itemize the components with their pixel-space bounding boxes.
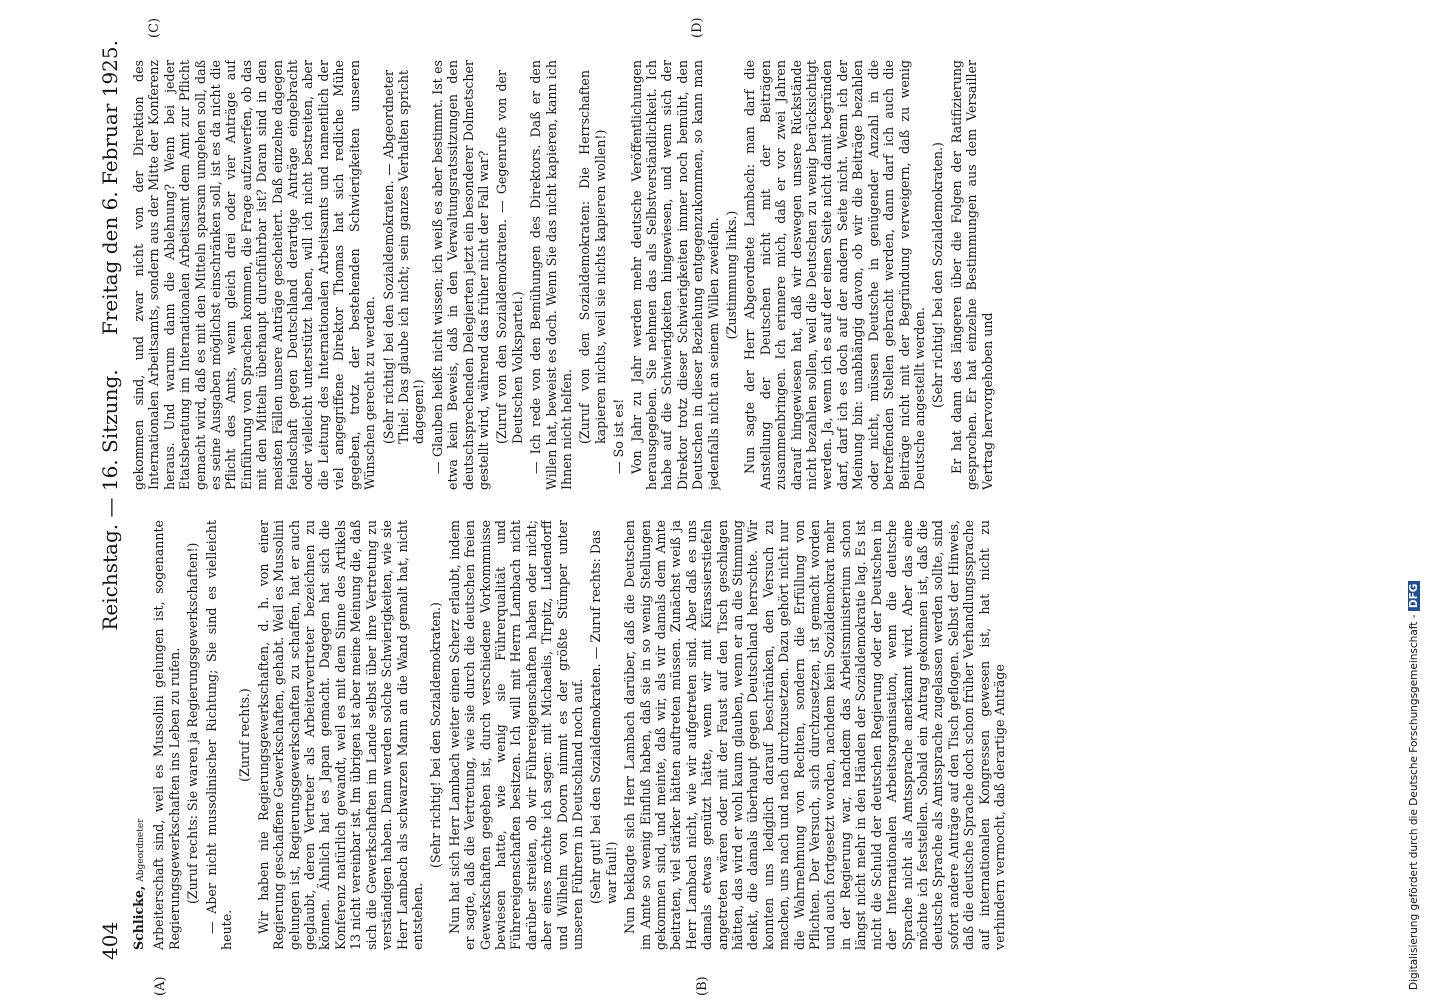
dfg-logo: DFG: [1408, 581, 1420, 612]
interjection: (Sehr richtig! bei den Sozialdemokraten. — Abgeordneter Thiel: Das glaube ich nicht; sein ganzes Verhalten spricht dagegen!): [380, 70, 427, 444]
speaker-role: Abgeordneter: [136, 818, 146, 882]
paragraph: Nun sagte der Herr Abgeordnete Lambach: man darf die Anstellung der Deutschen nicht mit der Beiträgen zusammenbringen. Ich erinnere mich, daß er vor zwei Jahren darauf hingewiesen hat, daß wir deswegen unsere Rückstände nicht bezahlen sollen, weil die Deutschen zu wenig berücksichtigt werden. Ja, wenn ich es auf der einen Seite nicht damit begründen darf, darf ich es doch auf der andern Seite nicht. Wenn ich der Meinung bin: unabhängig davon, ob wir die Beiträge bezahlen oder nicht, müssen Deutsche in genügender Anzahl in die betreffenden Stellen gebracht werden, dann darf ich auch die Beiträge nicht mit der Begründung verweigern, daß zu wenig Deutsche angestellt werden.: [742, 60, 927, 490]
digitization-sidebar: [1404, 0, 1430, 1000]
interjection: (Zuruf von den Sozialdemokraten: Die Herrschaften kapieren nichts, weil sie nichts kapieren wollen!): [577, 70, 608, 444]
interjection: (Zuruf von den Sozialdemokraten. — Gegenrufe von der Deutschen Volkspartei.): [494, 70, 525, 444]
margin-mark-d: (D): [690, 17, 705, 38]
speaker-name: Schlicke,: [131, 885, 146, 950]
paragraph: — Ich rede von den Bemühungen des Direktors. Daß er den Willen hat, beweist es doch. Wenn Sie das nicht kapieren, kann ich Ihnen nicht helfen.: [528, 60, 574, 490]
paragraph: — Glauben heißt nicht wissen; ich weiß es aber bestimmt. Ist es etwa kein Beweis, daß in den Verwaltungsratssitzungen den deutschsprechenden Delegierten jetzt ein besonderer Dolmetscher gestellt wird, während das früher nicht der Fall war?: [429, 60, 491, 490]
document-page: [95, 17, 1295, 996]
paragraph: Von Jahr zu Jahr werden mehr deutsche Veröffentlichungen herausgegeben. Sie nehmen das als Selbstverständlichkeit. Ich habe auf die Schwierigkeiten hingewiesen, und wenn sich der Direktor trotz dieser Schwierigkeiten immer noch bemüht, den Deutschen in dieser Beziehung entgegenzukommen, so kann man jedenfalls nicht an seinem Willen zweifeln.: [628, 60, 721, 490]
paragraph: — Aber nicht mussolinischer Richtung; Sie sind es vielleicht heute.: [203, 520, 235, 950]
session-title: Reichstag. — 16. Sitzung.: [98, 369, 122, 631]
sidebar-label: [1408, 581, 1420, 990]
page-header: [95, 40, 125, 960]
interjection: (Zuruf rechts: Sie waren ja Regierungsgewerkschaften!): [185, 542, 201, 904]
margin-mark-b: (B): [695, 976, 710, 996]
interjection: (Sehr richtig! bei den Sozialdemokraten.): [428, 602, 444, 868]
paragraph: Nun hat sich Herr Lambach weiter einen Scherz erlaubt, indem er sagte, daß die Vertretung, wie sie durch die deutschen freien Gewerkschaften gegeben ist, durch verschiedene Vorkommnisse bewiesen hatte, wie wenig sie Führerqualität und Führereigenschaften besitzen. Ich will mit Herrn Lambach nicht darüber streiten, ob wir Führereigenschaften haben oder nicht; aber eines möchte ich sagen: mit Michaelis, Tirpitz, Ludendorff und Wilhelm von Doorn nimmt es der größte Stümper unter unseren Führern in Deutschland noch auf.: [446, 520, 585, 950]
funding-note: Digitalisierung gefördert durch die Deutsche Forschungsgemeinschaft -: [1408, 614, 1420, 990]
margin-mark-a: (A): [153, 976, 168, 996]
left-column: [131, 520, 1291, 950]
paragraph: gekommen sind, und zwar nicht von der Direktion des Internationalen Arbeitsamts, sondern aus der Mitte der Konferenz heraus. Und warum dann die Ablehnung? Wenn bei jeder Etatsberatung im Internationalen Arbeitsamt dem Amt zur Pflicht gemacht wird, daß es mit den Mitteln sparsam umgehen soll, daß es seine Ausgaben möglichst einschränken soll, ist es da nicht die Pflicht des Amts, wenn gleich drei oder vier Anträge auf Einführung von Sprachen kommen, die Frage aufzuwerfen, ob das mit den Mitteln überhaupt durchführbar ist? Daran sind in den meisten Fällen unsere Anträge gescheitert. Daß einzelne dagegen feindschaft gegen Deutschland derartige Anträge eingebracht oder vielleicht unterstützt haben, will ich nicht bestreiten, aber die Leitung des Internationalen Arbeitsamts und namentlich der viel angegriffene Direktor Thomas hat sich redliche Mühe gegeben, trotz der bestehenden Schwierigkeiten unseren Wünschen gerecht zu werden.: [131, 60, 378, 490]
interjection: (Sehr gut! bei den Sozialdemokraten. — Zuruf rechts: Das war faul!): [588, 530, 619, 904]
margin-mark-c: (C): [147, 17, 162, 38]
page-number: 404: [98, 921, 122, 960]
paragraph: Nun beklagte sich Herr Lambach darüber, daß die Deutschen im Amte so wenig Einfluß haben, daß sie in so wenig Stellungen gekommen sind, und meinte, daß wir, als wir damals dem Amte beitraten, viel stärker hätten auftreten müssen. Zunächst weiß ja Herr Lambach nicht, wie wir aufgetreten sind. Aber daß es uns damals etwas genützt hätte, wenn wir mit Kürassierstiefeln angetreten wären oder mit der Faust auf den Tisch geschlagen hätten, das wird er wohl kaum glauben, wenn er an die Stimmung denkt, die damals überhaupt gegen Deutschland herrschte. Wir konnten uns lediglich darauf beschränken, den Versuch zu machen, uns nach und nach durchzusetzen. Dazu gehört nicht nur die Wahrnehmung von Rechten, sondern die Erfüllung von Pflichten. Der Versuch, sich durchzusetzen, ist gemacht worden und auch fortgesetzt worden, nachdem kein Sozialdemokrat mehr in der Regierung war, nachdem das Arbeitsministerium schon längst nicht mehr in den Händen der Sozialdemokratie lag. Es ist nicht die Schuld der deutschen Regierung oder der Deutschen in der Internationalen Arbeitsorganisation, wenn die deutsche Sprache nicht als Amtssprache anerkannt wird. Aber das eine möchte ich feststellen. Sobald ein Antrag gekommen ist, daß die deutsche Sprache als Amtssprache zugelassen werden sollte, sind sofort andere Anträge auf den Tisch geflogen. Selbst der Hinweis, daß die deutsche Sprache doch schon früher Verhandlungssprache auf internationalen Kongressen gewesen ist, hat nicht zu verhindern vermocht, daß derartige Anträge: [622, 520, 1007, 950]
session-date: Freitag den 6. Februar 1925.: [98, 40, 122, 336]
paragraph: — So ist es!: [611, 398, 627, 474]
paragraph: Er hat dann des längeren über die Folgen der Ratifizierung gesprochen. Er hat einzelne Bestimmungen aus dem Versailler Vertrag hervorgehoben und: [948, 60, 995, 490]
right-column: [131, 60, 1291, 490]
interjection: (Zustimmung links.): [724, 210, 740, 340]
paragraph: Wir haben nie Regierungsgewerkschaften, d. h. von einer Regierung geschaffene Gewerkschaften, gehabt. Weil es Mussolini gelungen ist, Regierungsgewerkschaften zu schaffen, hat er auch geglaubt, deren Vertreter als Arbeitervertreter bezeichnen zu können. Ähnlich hat es Japan gemacht. Dagegen hat sich die Konferenz natürlich gewandt, weil es mit dem Sinne des Artikels 13 nicht vereinbar ist. Im übrigen ist aber meine Meinung die, daß sich die Gewerkschaften im Lande selbst über ihre Vertretung zu verständigen haben. Dann werden solche Schwierigkeiten, wie sie Herr Lambach als schwarzen Mann an die Wand gemalt hat, nicht entstehen.: [255, 520, 425, 950]
paragraph: Arbeiterschaft sind, weil es Mussolini gelungen ist, sogenannte Regierungsgewerkschaften ins Leben zu rufen.: [151, 520, 182, 950]
interjection: (Sehr richtig! bei den Sozialdemokraten.): [930, 142, 946, 408]
interjection: (Zuruf rechts.): [237, 688, 253, 782]
